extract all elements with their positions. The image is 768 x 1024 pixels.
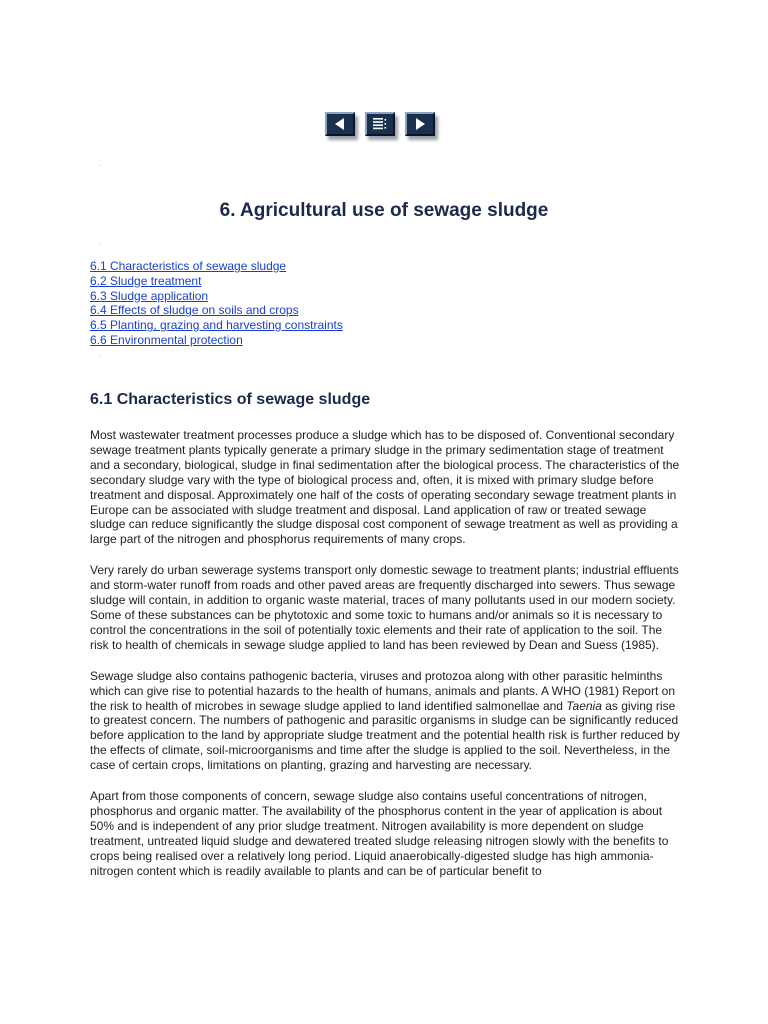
previous-page-button[interactable] [325, 112, 355, 136]
toc-link-6-1[interactable]: 6.1 Characteristics of sewage sludge [90, 259, 287, 273]
paragraph: Apart from those components of concern, sewage sludge also contains useful concentrations of nitrogen, phosphorus and organic matter. The availability of the phosphorus content in the year of application is about 50% and is independent of any prior sludge treatment. Nitrogen availability is more dependent on sludge treatment, untreated liquid sludge and dewatered treated sludge releasing nitrogen slowly with the benefits to crops being realised over a relatively long period. Liquid anaerobically-digested sludge has high ammonia-nitrogen content which is readily available to plants and can be of particular benefit to [90, 789, 669, 878]
toc-link-6-6[interactable]: 6.6 Environmental protection [90, 332, 243, 347]
list-icon [372, 117, 388, 131]
right-triangle-icon [413, 117, 427, 131]
page-title: 6. Agricultural use of sewage sludge [219, 200, 549, 221]
table-of-contents [90, 259, 343, 348]
paragraph-text: Sewage sludge also contains pathogenic bacteria, viruses and protozoa along with other parasitic helminths which can give rise to potential hazards to the health of humans, animals and plants. A WHO (1981) Report on the risk to health of microbes in sewage sludge applied to land identified salmonellae and [90, 668, 675, 713]
toc-item [90, 259, 343, 274]
spacer-dot [100, 243, 101, 244]
paragraph: Most wastewater treatment processes produce a sludge which has to be disposed of. Conventional secondary sewage treatment plants typically generate a primary sludge in the primary sedimentation stage of treatment and a secondary, biological, sludge in final sedimentation after the biological process. The characteristics of the secondary sludge vary with the type of biological process and, often, it is mixed with primary sludge before treatment and disposal. Approximately one half of the costs of operating secondary sewage treatment plants in Europe can be associated with sludge treatment and disposal. Land application of raw or treated sewage sludge can reduce significantly the sludge disposal cost component of sewage treatment as well as providing a large part of the nitrogen and phosphorus requirements of many crops. [90, 428, 680, 547]
section-heading: 6.1 Characteristics of sewage sludge [90, 391, 371, 408]
paragraph-text: as giving rise to greatest concern. The numbers of pathogenic and parasitic organisms in sludge can be significantly reduced before application to the land by appropriate sludge treatment and the potential health risk is further reduced by the effects of climate, soil-microorganisms and time after the sludge is applied to the soil. Nevertheless, in the case of certain crops, limitations on planting, grazing and harvesting are necessary. [90, 698, 680, 773]
toc-link-6-4[interactable]: 6.4 Effects of sludge on soils and crops [90, 303, 299, 318]
next-page-button[interactable] [405, 112, 435, 136]
toc-item [90, 303, 343, 318]
italic-term: Taenia [566, 698, 602, 713]
toc-item [90, 289, 343, 304]
section-body [90, 428, 682, 894]
toc-link-6-2[interactable]: 6.2 Sludge treatment [90, 273, 202, 288]
toc-link-6-3[interactable]: 6.3 Sludge application [90, 288, 209, 303]
toc-item [90, 274, 343, 289]
navigation-bar [325, 112, 435, 136]
paragraph [90, 669, 682, 773]
spacer-dot [100, 355, 101, 356]
toc-item [90, 333, 343, 348]
toc-link-6-5[interactable]: 6.5 Planting, grazing and harvesting constraints [90, 318, 343, 333]
left-triangle-icon [333, 117, 347, 131]
spacer-dot [100, 165, 101, 166]
paragraph: Very rarely do urban sewerage systems transport only domestic sewage to treatment plants; industrial effluents and storm-water runoff from roads and other paved areas are frequently discharged into sewers. Thus sewage sludge will contain, in addition to organic waste material, traces of many pollutants used in our modern society. Some of these substances can be phytotoxic and some toxic to humans and/or animals so it is necessary to control the concentrations in the soil of potentially toxic elements and their rate of application to the soil. The risk to health of chemicals in sewage sludge applied to land has been reviewed by Dean and Suess (1985). [90, 563, 679, 652]
contents-button[interactable] [365, 112, 395, 136]
toc-item [90, 318, 343, 333]
